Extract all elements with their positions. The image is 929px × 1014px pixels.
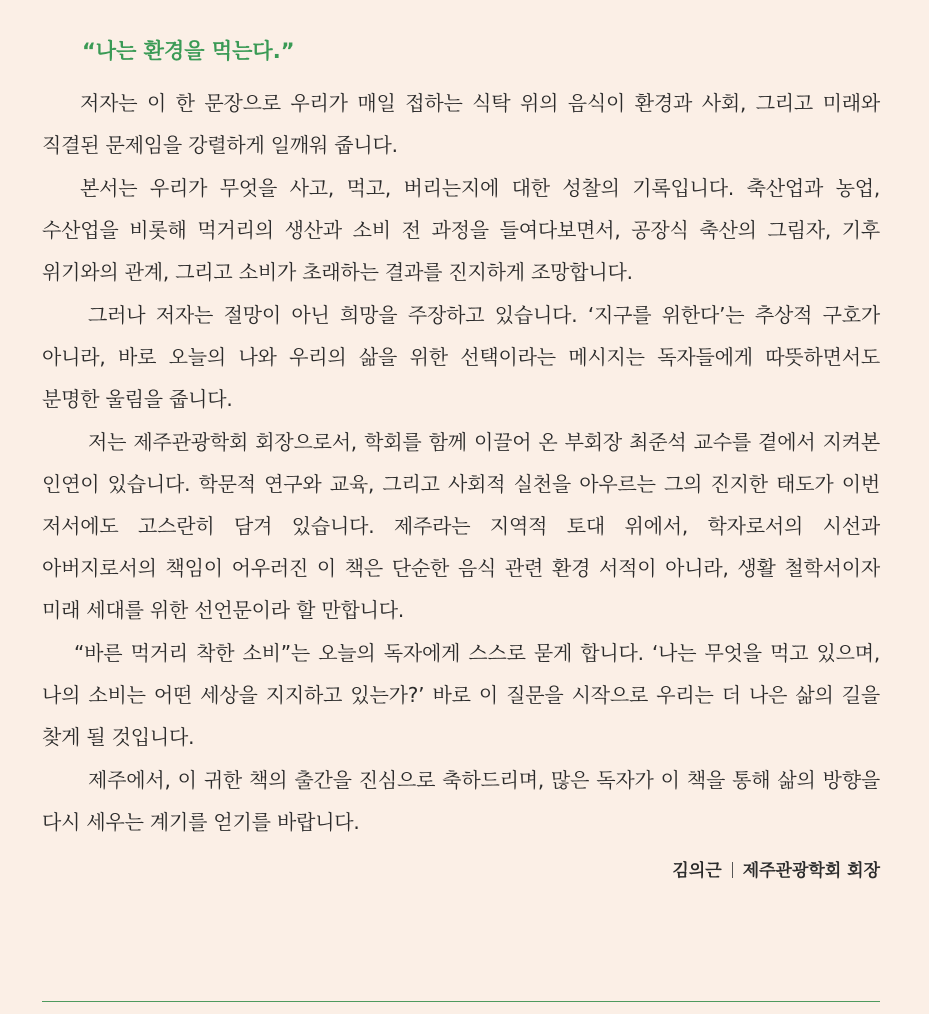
signature — [42, 853, 880, 889]
paragraph-book-summary: 본서는 우리가 무엇을 사고, 먹고, 버리는지에 대한 성찰의 기록입니다. 축산업과 농업, 수산업을 비롯해 먹거리의 생산과 소비 전 과정을 들여다보면서, 공장식 축산의 그림자, 기후 위기와의 관계, 그리고 소비가 초래하는 결과를 진지하게 조망합니다. — [42, 176, 880, 284]
paragraph-relationship: 저는 제주관광학회 회장으로서, 학회를 함께 이끌어 온 부회장 최준석 교수를 곁에서 지켜본 인연이 있습니다. 학문적 연구와 교육, 그리고 사회적 실천을 아우르는 그의 진지한 태도가 이번 저서에도 고스란히 담겨 있습니다. 제주라는 지역적 토대 위에서, 학자로서의 시선과 아버지로서의 책임이 어우러진 이 책은 단순한 음식 관련 환경 서적이 아니라, 생활 철학서이자 미래 세대를 위한 선언문이라 할 만합니다. — [42, 430, 880, 622]
paragraph-question: “바른 먹거리 착한 소비”는 오늘의 독자에게 스스로 묻게 합니다. ‘나는 무엇을 먹고 있으며, 나의 소비는 어떤 세상을 지지하고 있는가?’ 바로 이 질문을 시작으로 우리는 더 나은 삶의 길을 찾게 될 것입니다. — [42, 641, 880, 749]
signature-divider — [732, 862, 733, 878]
headline-quote: “나는 환경을 먹는다.” — [82, 39, 295, 63]
paragraph-closing: 제주에서, 이 귀한 책의 출간을 진심으로 축하드리며, 많은 독자가 이 책을 통해 삶의 방향을 다시 세우는 계기를 얻기를 바랍니다. — [42, 768, 880, 834]
signature-name: 김의근 — [672, 861, 722, 881]
signature-title: 제주관광학회 회장 — [742, 861, 880, 881]
endorsement-page — [42, 28, 880, 889]
bottom-rule — [42, 1001, 880, 1002]
paragraph-intro: 저자는 이 한 문장으로 우리가 매일 접하는 식탁 위의 음식이 환경과 사회, 그리고 미래와 직결된 문제임을 강렬하게 일깨워 줍니다. — [42, 91, 880, 157]
paragraph-hope: 그러나 저자는 절망이 아닌 희망을 주장하고 있습니다. ‘지구를 위한다’는 추상적 구호가 아니라, 바로 오늘의 나와 우리의 삶을 위한 선택이라는 메시지는 독자들에게 따뜻하면서도 분명한 울림을 줍니다. — [42, 303, 880, 411]
